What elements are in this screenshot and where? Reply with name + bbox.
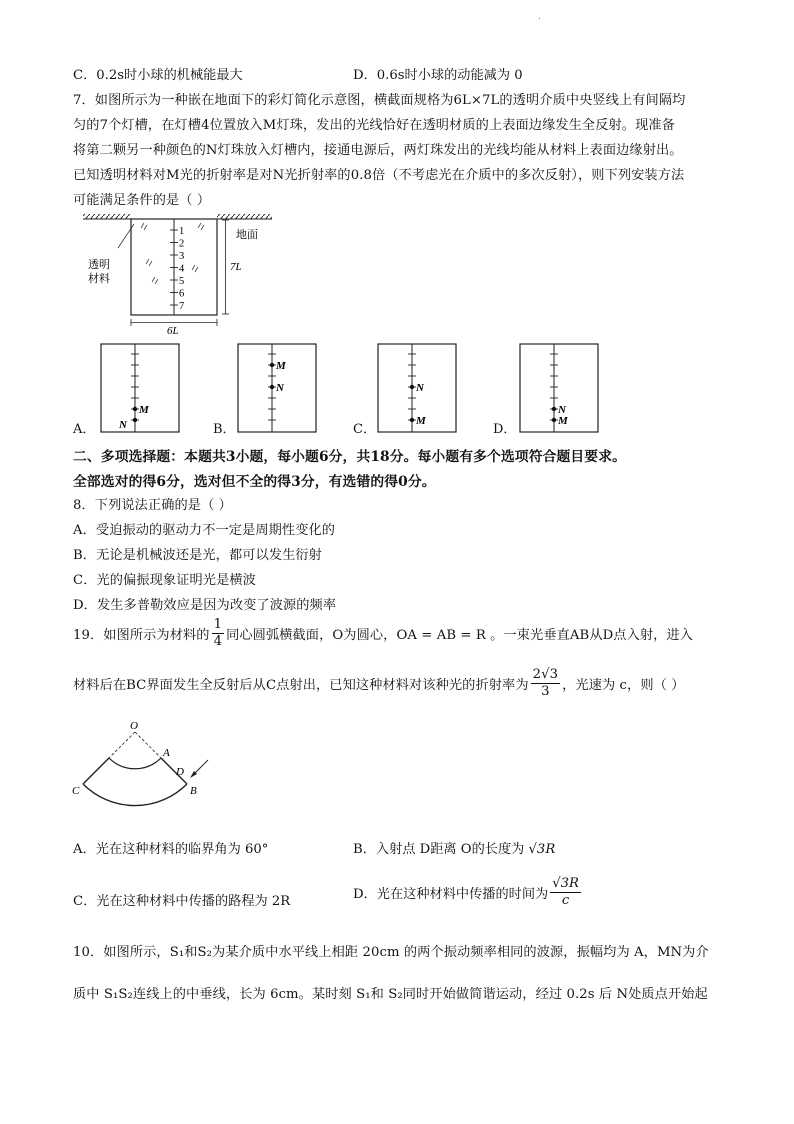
refractive-index-fraction — [531, 667, 560, 700]
q7-option-diagram — [377, 340, 459, 436]
q7-line-2: 匀的7个灯槽，在灯槽4位置放入M灯珠，发出的光线恰好在透明材质的上表面边缘发生全反射。现准备 — [73, 118, 675, 133]
slot-number: 7 — [179, 301, 185, 312]
q9-line-2-pre: 材料后在BC界面发生全反射后从C点射出，已知这种材料对该种光的折射率为 — [73, 678, 529, 693]
lamp-label: N — [416, 382, 424, 394]
lamp-label: N — [558, 404, 566, 416]
q9-arc-diagram — [66, 718, 226, 808]
ground-label: 地面 — [236, 229, 258, 241]
material-label-1: 透明 — [88, 259, 110, 271]
header-dot: . — [538, 12, 541, 22]
q7-option-label: C． — [353, 422, 376, 437]
q7-line-4: 已知透明材料对M光的折射率是对N光折射率的0.8倍（不考虑光在介质中的多次反射），则下列安装方法 — [73, 168, 685, 183]
q8-option-d: D．发生多普勒效应是因为改变了波源的频率 — [73, 598, 337, 613]
section-2-title-line-1: 二、多项选择题：本题共3小题，每小题6分，共18分。每小题有多个选项符合题目要求。 — [73, 449, 626, 465]
q7-option-label: A． — [73, 422, 96, 437]
q9-line-1-post: 同心圆弧横截面，O为圆心，OA = AB = R 。一束光垂直AB从D点入射，进入 — [226, 628, 694, 643]
q10-line-1: 10．如图所示，S₁和S₂为某介质中水平线上相距 20cm 的两个振动频率相同的波源，振幅均为 A，MN为介 — [73, 945, 709, 960]
label-b: B — [190, 785, 197, 797]
label-a: A — [163, 747, 170, 759]
quarter-fraction — [212, 617, 225, 650]
q7-line-3: 将第二颗另一种颜色的N灯珠放入灯槽内，接通电源后，两灯珠发出的光线均能从材料上表面边缘射出。 — [73, 143, 683, 158]
lamp-label: M — [558, 415, 568, 427]
lamp-label: N — [119, 419, 127, 431]
lamp-dot — [410, 385, 414, 389]
q9-option-a: A．光在这种材料的临界角为 60° — [73, 842, 269, 857]
quarter-fraction-num: 1 — [213, 617, 223, 632]
lamp-dot — [270, 363, 274, 367]
q7-line-1: 7．如图所示为一种嵌在地面下的彩灯简化示意图，横截面规格为6L×7L的透明介质中央竖线上有间隔均 — [73, 93, 686, 108]
q10-line-2: 质中 S₁S₂连线上的中垂线，长为 6cm。某时刻 S₁和 S₂同时开始做简谐运动，经过 0.2s 后 N处质点开始起 — [73, 987, 708, 1002]
q6-option-d: D．0.6s时小球的动能减为 0 — [353, 68, 523, 83]
q9-line-2-post: ，光速为 c，则（ ） — [562, 678, 685, 693]
lamp-dot — [552, 407, 556, 411]
label-o: O — [130, 720, 138, 732]
refractive-index-den: 3 — [541, 684, 550, 699]
q9-option-b-text: B．入射点 D距离 O的长度为 — [353, 842, 529, 857]
slot-number: 1 — [179, 226, 185, 237]
lamp-dot — [410, 418, 414, 422]
slot-number: 2 — [179, 238, 185, 250]
q9-option-b — [353, 838, 555, 857]
lamp-dot — [133, 418, 137, 422]
q8-option-b: B．无论是机械波还是光，都可以发生衍射 — [73, 548, 322, 563]
q7-option-diagram — [237, 340, 319, 436]
q9-option-c: C．光在这种材料中传播的路程为 2R — [73, 894, 291, 909]
q9-line-1-pre: 19．如图所示为材料的 — [73, 628, 210, 643]
lamp-label: M — [416, 415, 426, 427]
q6-option-c: C．0.2s时小球的机械能最大 — [73, 68, 243, 83]
material-label-2: 材料 — [88, 273, 110, 285]
q8-option-c: C．光的偏振现象证明光是横波 — [73, 573, 256, 588]
q7-option-diagram — [100, 340, 182, 436]
slot-number: 3 — [179, 251, 185, 262]
label-c: C — [72, 785, 80, 797]
section-2-title-line-2: 全部选对的得6分，选对但不全的得3分，有选错的得0分。 — [73, 474, 436, 490]
lamp-label: M — [139, 404, 149, 416]
q7-option-label: D． — [493, 422, 517, 437]
lamp-dot — [552, 418, 556, 422]
time-fraction — [550, 876, 581, 909]
lamp-label: N — [276, 382, 284, 394]
q7-line-5: 可能满足条件的是（ ） — [73, 193, 211, 208]
q7-option-diagram — [519, 340, 601, 436]
q9-line-1 — [73, 617, 693, 650]
material-block — [101, 344, 179, 432]
quarter-fraction-den: 4 — [213, 634, 223, 649]
q7-option-label: B． — [213, 422, 236, 437]
time-fraction-den: c — [561, 893, 570, 908]
slot-number: 4 — [179, 263, 185, 275]
lamp-dot — [133, 407, 137, 411]
slot-number: 6 — [179, 288, 185, 300]
q9-option-d-text: D．光在这种材料中传播的时间为 — [353, 887, 549, 902]
q8-option-a: A．受迫振动的驱动力不一定是周期性变化的 — [73, 523, 336, 538]
lamp-label: M — [276, 360, 286, 372]
q9-option-d — [353, 876, 583, 909]
refractive-index-num: 2√3 — [532, 667, 559, 682]
q9-option-b-value: √3R — [528, 842, 556, 857]
q7-lamp-diagram — [78, 210, 278, 335]
q8-stem: 8．下列说法正确的是（ ） — [73, 498, 232, 513]
height-label: 7L — [230, 261, 242, 273]
lamp-dot — [270, 385, 274, 389]
time-fraction-num: √3R — [552, 876, 579, 891]
slot-number: 5 — [179, 276, 185, 287]
width-label: 6L — [167, 325, 179, 335]
q9-line-2 — [73, 667, 684, 700]
label-d: D — [176, 766, 184, 778]
